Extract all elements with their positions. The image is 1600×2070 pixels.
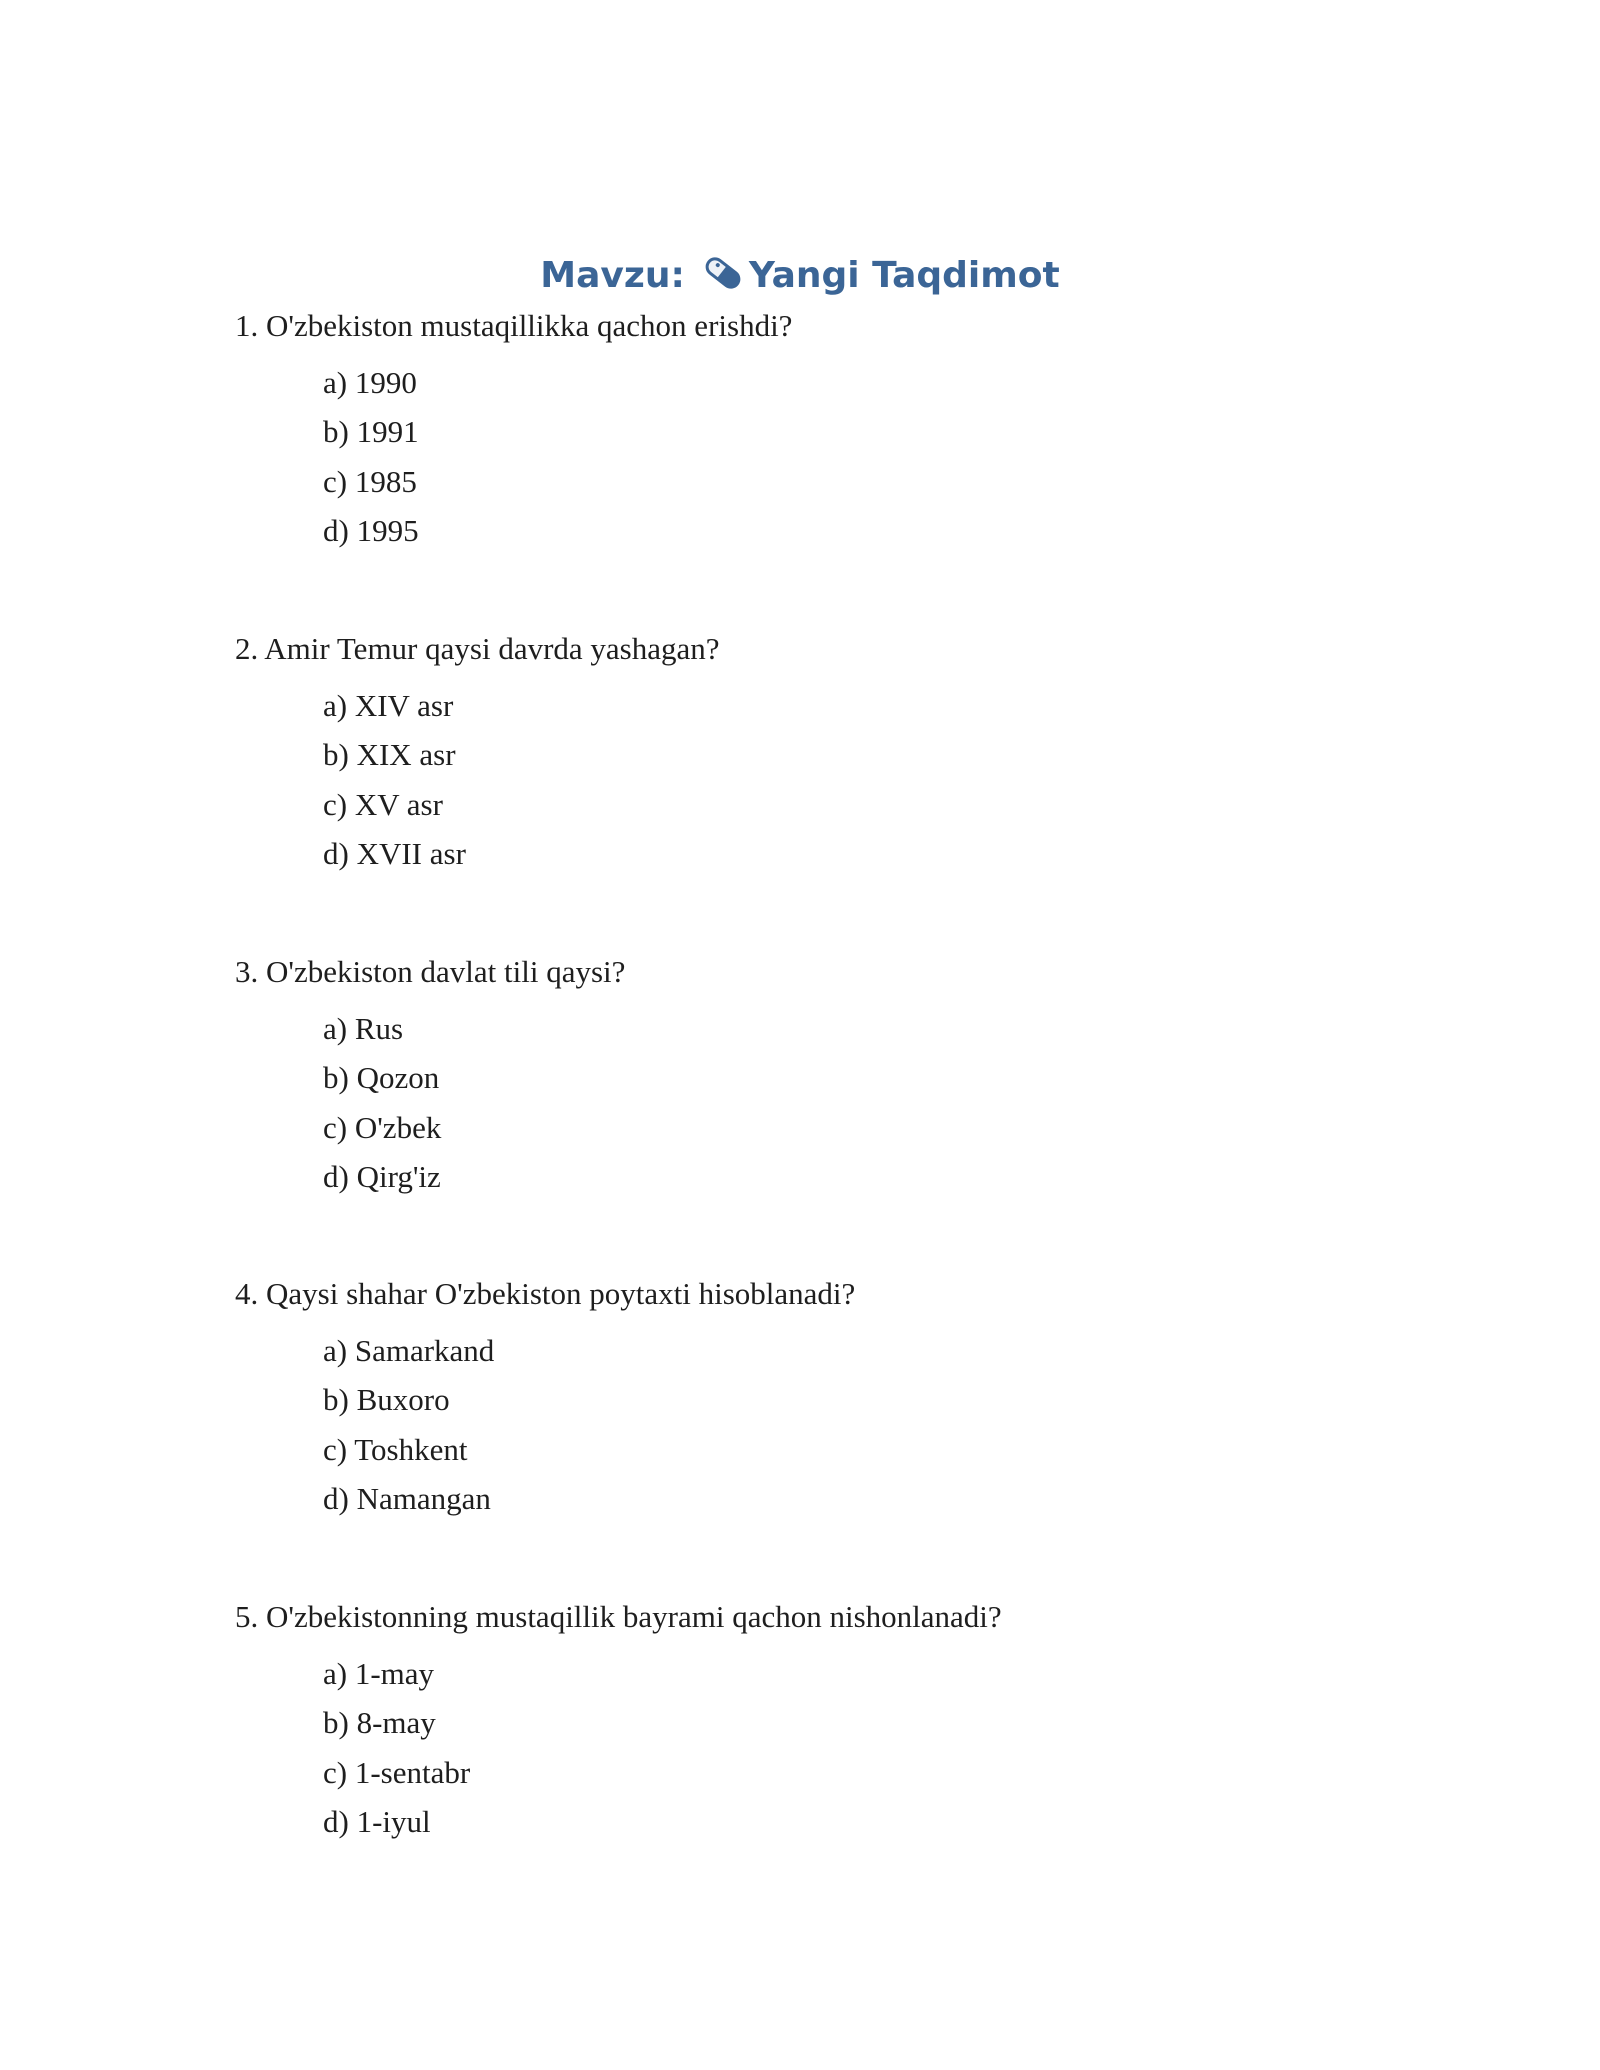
answer-option: d) Namangan (323, 1480, 491, 1516)
question-text: 5. O'zbekistonning mustaqillik bayrami qachon nishonlanadi? (235, 1599, 1002, 1634)
answer-option: c) XV asr (323, 786, 443, 822)
answer-options (323, 1331, 1435, 1519)
answer-option: d) Qirg'iz (323, 1158, 441, 1194)
question-block (235, 629, 1435, 874)
answer-options (323, 686, 1435, 874)
answer-options (323, 1654, 1435, 1842)
answer-option: a) XIV asr (323, 688, 454, 723)
question-text: 1. O'zbekiston mustaqillikka qachon erishdi? (235, 308, 793, 343)
answer-option: d) 1995 (323, 512, 419, 548)
answer-option: b) 8-may (323, 1705, 436, 1741)
answer-option: a) 1-may (323, 1656, 435, 1691)
answer-option: d) XVII asr (323, 835, 466, 871)
answer-option: b) XIX asr (323, 737, 456, 773)
question-block (235, 1597, 1435, 1842)
answer-options (323, 1009, 1435, 1197)
answer-option: a) Rus (323, 1011, 404, 1046)
question-text: 4. Qaysi shahar O'zbekiston poytaxti hisoblanadi? (235, 1276, 856, 1311)
question-block (235, 306, 1435, 551)
page-title (0, 248, 1600, 304)
question-text: 3. O'zbekiston davlat tili qaysi? (235, 954, 626, 989)
question-block (235, 952, 1435, 1197)
title-text: Yangi Taqdimot (748, 255, 1060, 296)
answer-option: d) 1-iyul (323, 1803, 431, 1839)
answer-option: b) Buxoro (323, 1382, 450, 1418)
pill-icon (701, 253, 745, 293)
answer-option: c) Toshkent (323, 1431, 468, 1467)
answer-option: a) Samarkand (323, 1333, 495, 1368)
answer-options (323, 363, 1435, 551)
answer-option: b) Qozon (323, 1060, 440, 1096)
question-text: 2. Amir Temur qaysi davrda yashagan? (235, 631, 720, 666)
answer-option: a) 1990 (323, 365, 417, 400)
title-prefix: Mavzu: (540, 255, 685, 296)
answer-option: c) 1985 (323, 463, 417, 499)
question-block (235, 1274, 1435, 1519)
answer-option: b) 1991 (323, 414, 419, 450)
answer-option: c) 1-sentabr (323, 1754, 471, 1790)
answer-option: c) O'zbek (323, 1109, 442, 1145)
